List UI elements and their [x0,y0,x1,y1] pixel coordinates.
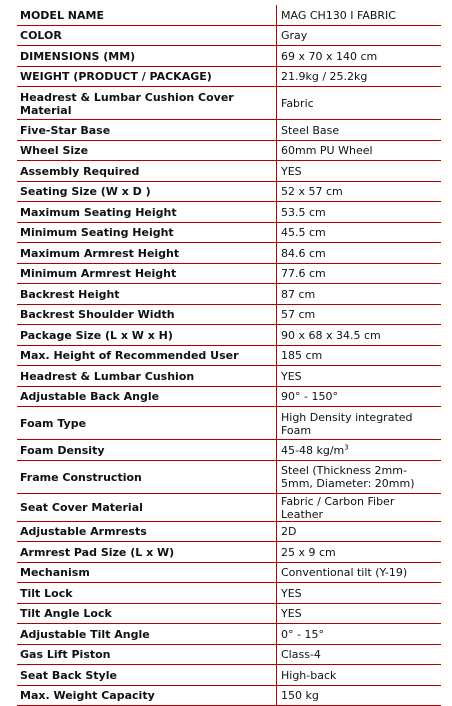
spec-label: Headrest & Lumbar Cushion [17,366,277,387]
spec-row [17,140,441,161]
spec-label: COLOR [17,25,277,46]
spec-label: Headrest & Lumbar Cushion Cover Material [17,87,277,120]
spec-value-text: Class-4 [281,648,321,662]
spec-value-text: 87 cm [281,287,316,301]
spec-label: Maximum Seating Height [17,202,277,223]
spec-value-text: YES [281,369,302,383]
spec-value-text: 84.6 cm [281,246,326,260]
spec-label: Armrest Pad Size (L x W) [17,542,277,563]
spec-row [17,521,441,542]
spec-value-text: Conventional tilt (Y-19) [281,566,408,580]
spec-value-text: 45.5 cm [281,226,326,240]
spec-row [17,440,441,461]
spec-label: Tilt Angle Lock [17,603,277,624]
spec-label: Five-Star Base [17,120,277,141]
spec-value-text: 150 kg [281,689,319,703]
spec-label: Adjustable Tilt Angle [17,624,277,645]
spec-value-text: Fabric / Carbon Fiber Leather [281,494,395,521]
spec-value-text: YES [281,607,302,621]
spec-value-text: 21.9kg / 25.2kg [281,70,368,84]
spec-row [17,644,441,665]
spec-value-text: Fabric [281,97,314,110]
spec-value [277,5,442,25]
spec-value [277,583,442,604]
spec-label: Seat Cover Material [17,493,277,521]
spec-value [277,304,442,325]
spec-value-text: 25 x 9 cm [281,545,336,559]
spec-label: WEIGHT (PRODUCT / PACKAGE) [17,66,277,87]
spec-value-text: Steel Base [281,123,340,137]
spec-value [277,644,442,665]
spec-label: Foam Density [17,440,277,461]
specification-table-body [17,5,441,706]
spec-row [17,345,441,366]
spec-row [17,665,441,686]
spec-value-text: 52 x 57 cm [281,185,343,199]
spec-value-text: 90° - 150° [281,390,338,404]
spec-label: Package Size (L x W x H) [17,325,277,346]
spec-value-text: High-back [281,668,337,682]
spec-value-text: 0° - 15° [281,627,324,641]
spec-label: Foam Type [17,407,277,440]
spec-row [17,46,441,67]
spec-row [17,562,441,583]
spec-value [277,243,442,264]
spec-value-text: MAG CH130 I FABRIC [281,8,396,22]
spec-row [17,181,441,202]
spec-value [277,685,442,706]
spec-row [17,66,441,87]
spec-value [277,440,442,461]
spec-row [17,5,441,25]
spec-label: Wheel Size [17,140,277,161]
spec-row [17,87,441,120]
spec-label: Max. Height of Recommended User [17,345,277,366]
spec-value [277,66,442,87]
spec-value-text: 185 cm [281,349,323,363]
spec-value [277,161,442,182]
spec-value-text: YES [281,586,302,600]
spec-value [277,493,442,521]
spec-value-text: 45-48 kg/m [281,443,345,457]
spec-value-text: 53.5 cm [281,205,326,219]
spec-row [17,460,441,493]
spec-value [277,542,442,563]
spec-row [17,222,441,243]
spec-value [277,624,442,645]
spec-value [277,222,442,243]
spec-row [17,386,441,407]
spec-row [17,493,441,521]
spec-row [17,202,441,223]
spec-row [17,120,441,141]
spec-value [277,345,442,366]
spec-row [17,243,441,264]
spec-value-text: 57 cm [281,308,316,322]
spec-value [277,140,442,161]
spec-row [17,304,441,325]
spec-row [17,161,441,182]
specification-table [17,5,441,706]
spec-value [277,25,442,46]
spec-row [17,624,441,645]
spec-label: Seat Back Style [17,665,277,686]
spec-label: MODEL NAME [17,5,277,25]
spec-label: Max. Weight Capacity [17,685,277,706]
spec-value [277,603,442,624]
spec-value-text: Steel (Thickness 2mm-5mm, Diameter: 20mm) [281,464,415,490]
spec-row [17,263,441,284]
spec-label: Mechanism [17,562,277,583]
spec-label: Minimum Armrest Height [17,263,277,284]
spec-label: Frame Construction [17,460,277,493]
spec-value [277,562,442,583]
spec-value [277,325,442,346]
spec-value [277,366,442,387]
spec-row [17,603,441,624]
spec-row [17,325,441,346]
spec-value-text: YES [281,164,302,178]
spec-value [277,284,442,305]
spec-value [277,181,442,202]
spec-value-text: 69 x 70 x 140 cm [281,49,378,63]
spec-label: Adjustable Armrests [17,521,277,542]
spec-value-text: High Density integrated Foam [281,410,413,437]
spec-label: Minimum Seating Height [17,222,277,243]
spec-value-superscript: 3 [344,443,349,452]
spec-row [17,284,441,305]
spec-value [277,386,442,407]
spec-label: Gas Lift Piston [17,644,277,665]
spec-value [277,407,442,440]
spec-row [17,366,441,387]
spec-row [17,685,441,706]
spec-value [277,87,442,120]
spec-label: Backrest Height [17,284,277,305]
spec-value-text: Gray [281,29,308,43]
spec-row [17,583,441,604]
spec-value [277,263,442,284]
spec-label: Backrest Shoulder Width [17,304,277,325]
spec-value [277,460,442,493]
spec-row [17,25,441,46]
spec-label: Tilt Lock [17,583,277,604]
spec-label: Seating Size (W x D ) [17,181,277,202]
spec-value [277,120,442,141]
spec-label: Assembly Required [17,161,277,182]
spec-row [17,407,441,440]
spec-value [277,46,442,67]
spec-row [17,542,441,563]
spec-label: Maximum Armrest Height [17,243,277,264]
spec-label: Adjustable Back Angle [17,386,277,407]
spec-value-text: 77.6 cm [281,267,326,281]
spec-value-text: 90 x 68 x 34.5 cm [281,328,381,342]
spec-value [277,521,442,542]
spec-label: DIMENSIONS (MM) [17,46,277,67]
spec-value [277,665,442,686]
spec-value-text: 60mm PU Wheel [281,144,373,158]
spec-value-text: 2D [281,525,297,539]
spec-value [277,202,442,223]
